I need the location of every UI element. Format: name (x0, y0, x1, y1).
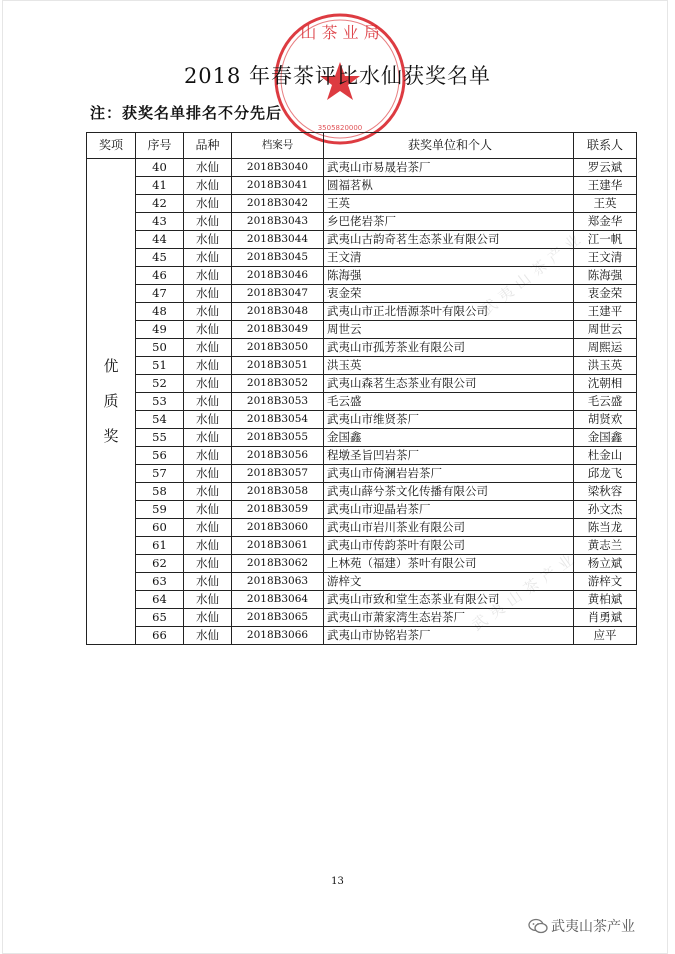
wechat-icon (528, 918, 548, 934)
row-variety: 水仙 (184, 609, 232, 627)
table-row (87, 159, 637, 177)
row-contact: 王建华 (574, 177, 637, 195)
row-file-number: 2018B3056 (232, 447, 324, 465)
row-winner: 陈海强 (324, 267, 574, 285)
table-row (87, 411, 637, 429)
row-contact: 杜金山 (574, 447, 637, 465)
table-header-row (87, 133, 637, 159)
row-contact: 周熙运 (574, 339, 637, 357)
table-row (87, 231, 637, 249)
row-number: 45 (136, 249, 184, 267)
row-file-number: 2018B3059 (232, 501, 324, 519)
row-variety: 水仙 (184, 249, 232, 267)
header-number: 序号 (136, 133, 184, 159)
row-number: 56 (136, 447, 184, 465)
row-number: 52 (136, 375, 184, 393)
row-contact: 杨立斌 (574, 555, 637, 573)
row-contact: 胡贤欢 (574, 411, 637, 429)
row-number: 53 (136, 393, 184, 411)
row-variety: 水仙 (184, 267, 232, 285)
row-winner: 武夷山市正北悟源茶叶有限公司 (324, 303, 574, 321)
table-row (87, 375, 637, 393)
row-winner: 武夷山市孤芳茶业有限公司 (324, 339, 574, 357)
row-winner: 洪玉英 (324, 357, 574, 375)
page-number: 13 (331, 876, 344, 887)
header-award: 奖项 (87, 133, 136, 159)
row-file-number: 2018B3065 (232, 609, 324, 627)
row-contact: 洪玉英 (574, 357, 637, 375)
header-file-number: 档案号 (232, 133, 324, 159)
row-number: 63 (136, 573, 184, 591)
row-file-number: 2018B3057 (232, 465, 324, 483)
header-winner: 获奖单位和个人 (324, 133, 574, 159)
page-title: 2018 年春茶评比水仙获奖名单 (183, 64, 492, 88)
table-row (87, 267, 637, 285)
row-contact: 黄志兰 (574, 537, 637, 555)
table-row (87, 501, 637, 519)
row-file-number: 2018B3053 (232, 393, 324, 411)
row-winner: 武夷山市协铭岩茶厂 (324, 627, 574, 645)
row-number: 57 (136, 465, 184, 483)
row-number: 65 (136, 609, 184, 627)
table-row (87, 483, 637, 501)
row-variety: 水仙 (184, 411, 232, 429)
row-number: 43 (136, 213, 184, 231)
award-table (86, 132, 637, 645)
row-winner: 金国鑫 (324, 429, 574, 447)
table-row (87, 195, 637, 213)
table-row (87, 627, 637, 645)
table-row (87, 573, 637, 591)
table-row (87, 303, 637, 321)
table-row (87, 537, 637, 555)
row-file-number: 2018B3066 (232, 627, 324, 645)
row-contact: 金国鑫 (574, 429, 637, 447)
row-winner: 衷金荣 (324, 285, 574, 303)
row-number: 48 (136, 303, 184, 321)
svg-text:山 茶 业 局: 山 茶 业 局 (300, 23, 380, 42)
row-number: 49 (136, 321, 184, 339)
row-winner: 圆福茗枞 (324, 177, 574, 195)
row-file-number: 2018B3042 (232, 195, 324, 213)
row-variety: 水仙 (184, 429, 232, 447)
row-winner: 上林苑（福建）茶叶有限公司 (324, 555, 574, 573)
row-winner: 武夷山市迎晶岩茶厂 (324, 501, 574, 519)
brand-text: 武夷山茶产业 (551, 919, 635, 935)
table-row (87, 249, 637, 267)
row-file-number: 2018B3044 (232, 231, 324, 249)
table-row (87, 519, 637, 537)
row-file-number: 2018B3046 (232, 267, 324, 285)
table-row (87, 357, 637, 375)
row-file-number: 2018B3045 (232, 249, 324, 267)
row-file-number: 2018B3050 (232, 339, 324, 357)
row-winner: 武夷山市致和堂生态茶业有限公司 (324, 591, 574, 609)
row-variety: 水仙 (184, 501, 232, 519)
table-row (87, 555, 637, 573)
row-variety: 水仙 (184, 537, 232, 555)
row-number: 60 (136, 519, 184, 537)
row-file-number: 2018B3062 (232, 555, 324, 573)
row-file-number: 2018B3052 (232, 375, 324, 393)
row-variety: 水仙 (184, 447, 232, 465)
row-variety: 水仙 (184, 303, 232, 321)
row-number: 51 (136, 357, 184, 375)
row-file-number: 2018B3060 (232, 519, 324, 537)
row-winner: 程墩圣旨凹岩茶厂 (324, 447, 574, 465)
table-row (87, 339, 637, 357)
row-contact: 周世云 (574, 321, 637, 339)
row-file-number: 2018B3058 (232, 483, 324, 501)
award-category-cell (87, 159, 136, 645)
row-variety: 水仙 (184, 483, 232, 501)
row-file-number: 2018B3048 (232, 303, 324, 321)
watermark: 武夷山茶产业 (478, 227, 589, 319)
row-winner: 游梓文 (324, 573, 574, 591)
table-row (87, 177, 637, 195)
row-file-number: 2018B3055 (232, 429, 324, 447)
row-winner: 武夷山市易晟岩茶厂 (324, 159, 574, 177)
row-winner: 武夷山市萧家湾生态岩茶厂 (324, 609, 574, 627)
row-winner: 武夷山森茗生态茶业有限公司 (324, 375, 574, 393)
row-variety: 水仙 (184, 213, 232, 231)
row-variety: 水仙 (184, 573, 232, 591)
row-winner: 周世云 (324, 321, 574, 339)
row-contact: 孙文杰 (574, 501, 637, 519)
table-row (87, 321, 637, 339)
row-file-number: 2018B3064 (232, 591, 324, 609)
row-number: 41 (136, 177, 184, 195)
award-category-char: 质 (103, 392, 119, 410)
row-winner: 毛云盛 (324, 393, 574, 411)
table-row (87, 285, 637, 303)
table-row (87, 609, 637, 627)
row-contact: 沈朝相 (574, 375, 637, 393)
row-file-number: 2018B3043 (232, 213, 324, 231)
row-file-number: 2018B3040 (232, 159, 324, 177)
row-file-number: 2018B3051 (232, 357, 324, 375)
row-variety: 水仙 (184, 339, 232, 357)
row-contact: 应平 (574, 627, 637, 645)
row-variety: 水仙 (184, 627, 232, 645)
row-winner: 武夷山古韵奇茗生态茶业有限公司 (324, 231, 574, 249)
row-contact: 陈海强 (574, 267, 637, 285)
brand-footer (528, 916, 635, 936)
watermark: 武夷山茶产业 (468, 547, 583, 635)
row-variety: 水仙 (184, 177, 232, 195)
row-winner: 武夷山市倚澜岩岩茶厂 (324, 465, 574, 483)
row-variety: 水仙 (184, 195, 232, 213)
row-number: 55 (136, 429, 184, 447)
row-number: 46 (136, 267, 184, 285)
row-contact: 游梓文 (574, 573, 637, 591)
row-variety: 水仙 (184, 357, 232, 375)
row-variety: 水仙 (184, 321, 232, 339)
table-row (87, 429, 637, 447)
table-row (87, 465, 637, 483)
row-number: 66 (136, 627, 184, 645)
table-row (87, 393, 637, 411)
svg-text:3505820000: 3505820000 (317, 124, 363, 132)
row-number: 64 (136, 591, 184, 609)
row-winner: 武夷山市维贤茶厂 (324, 411, 574, 429)
table-row (87, 447, 637, 465)
row-number: 47 (136, 285, 184, 303)
row-variety: 水仙 (184, 555, 232, 573)
row-contact: 郑金华 (574, 213, 637, 231)
row-file-number: 2018B3061 (232, 537, 324, 555)
row-contact: 肖勇斌 (574, 609, 637, 627)
row-winner: 武夷山市传韵茶叶有限公司 (324, 537, 574, 555)
row-variety: 水仙 (184, 231, 232, 249)
row-contact: 王英 (574, 195, 637, 213)
row-contact: 邱龙飞 (574, 465, 637, 483)
row-contact: 罗云斌 (574, 159, 637, 177)
row-number: 42 (136, 195, 184, 213)
row-number: 50 (136, 339, 184, 357)
header-variety: 品种 (184, 133, 232, 159)
row-winner: 王文清 (324, 249, 574, 267)
row-number: 59 (136, 501, 184, 519)
row-file-number: 2018B3047 (232, 285, 324, 303)
award-category-char: 奖 (103, 427, 119, 445)
row-winner: 武夷山市岩川茶业有限公司 (324, 519, 574, 537)
row-contact: 黄柏斌 (574, 591, 637, 609)
note-text: 注：获奖名单排名不分先后 (90, 104, 283, 122)
row-variety: 水仙 (184, 591, 232, 609)
table-row (87, 591, 637, 609)
row-number: 62 (136, 555, 184, 573)
row-file-number: 2018B3041 (232, 177, 324, 195)
row-variety: 水仙 (184, 393, 232, 411)
row-contact: 陈当龙 (574, 519, 637, 537)
row-number: 44 (136, 231, 184, 249)
row-winner: 乡巴佬岩茶厂 (324, 213, 574, 231)
award-category-char: 优 (103, 357, 119, 375)
row-contact: 衷金荣 (574, 285, 637, 303)
row-winner: 武夷山薛兮茶文化传播有限公司 (324, 483, 574, 501)
row-file-number: 2018B3063 (232, 573, 324, 591)
row-winner: 王英 (324, 195, 574, 213)
row-file-number: 2018B3049 (232, 321, 324, 339)
row-file-number: 2018B3054 (232, 411, 324, 429)
header-contact: 联系人 (574, 133, 637, 159)
row-variety: 水仙 (184, 159, 232, 177)
row-number: 58 (136, 483, 184, 501)
row-contact: 江一帆 (574, 231, 637, 249)
row-contact: 王建平 (574, 303, 637, 321)
row-contact: 梁秋容 (574, 483, 637, 501)
row-variety: 水仙 (184, 519, 232, 537)
table-row (87, 213, 637, 231)
row-contact: 王文清 (574, 249, 637, 267)
row-number: 54 (136, 411, 184, 429)
row-number: 61 (136, 537, 184, 555)
row-variety: 水仙 (184, 465, 232, 483)
row-contact: 毛云盛 (574, 393, 637, 411)
row-variety: 水仙 (184, 285, 232, 303)
row-number: 40 (136, 159, 184, 177)
row-variety: 水仙 (184, 375, 232, 393)
